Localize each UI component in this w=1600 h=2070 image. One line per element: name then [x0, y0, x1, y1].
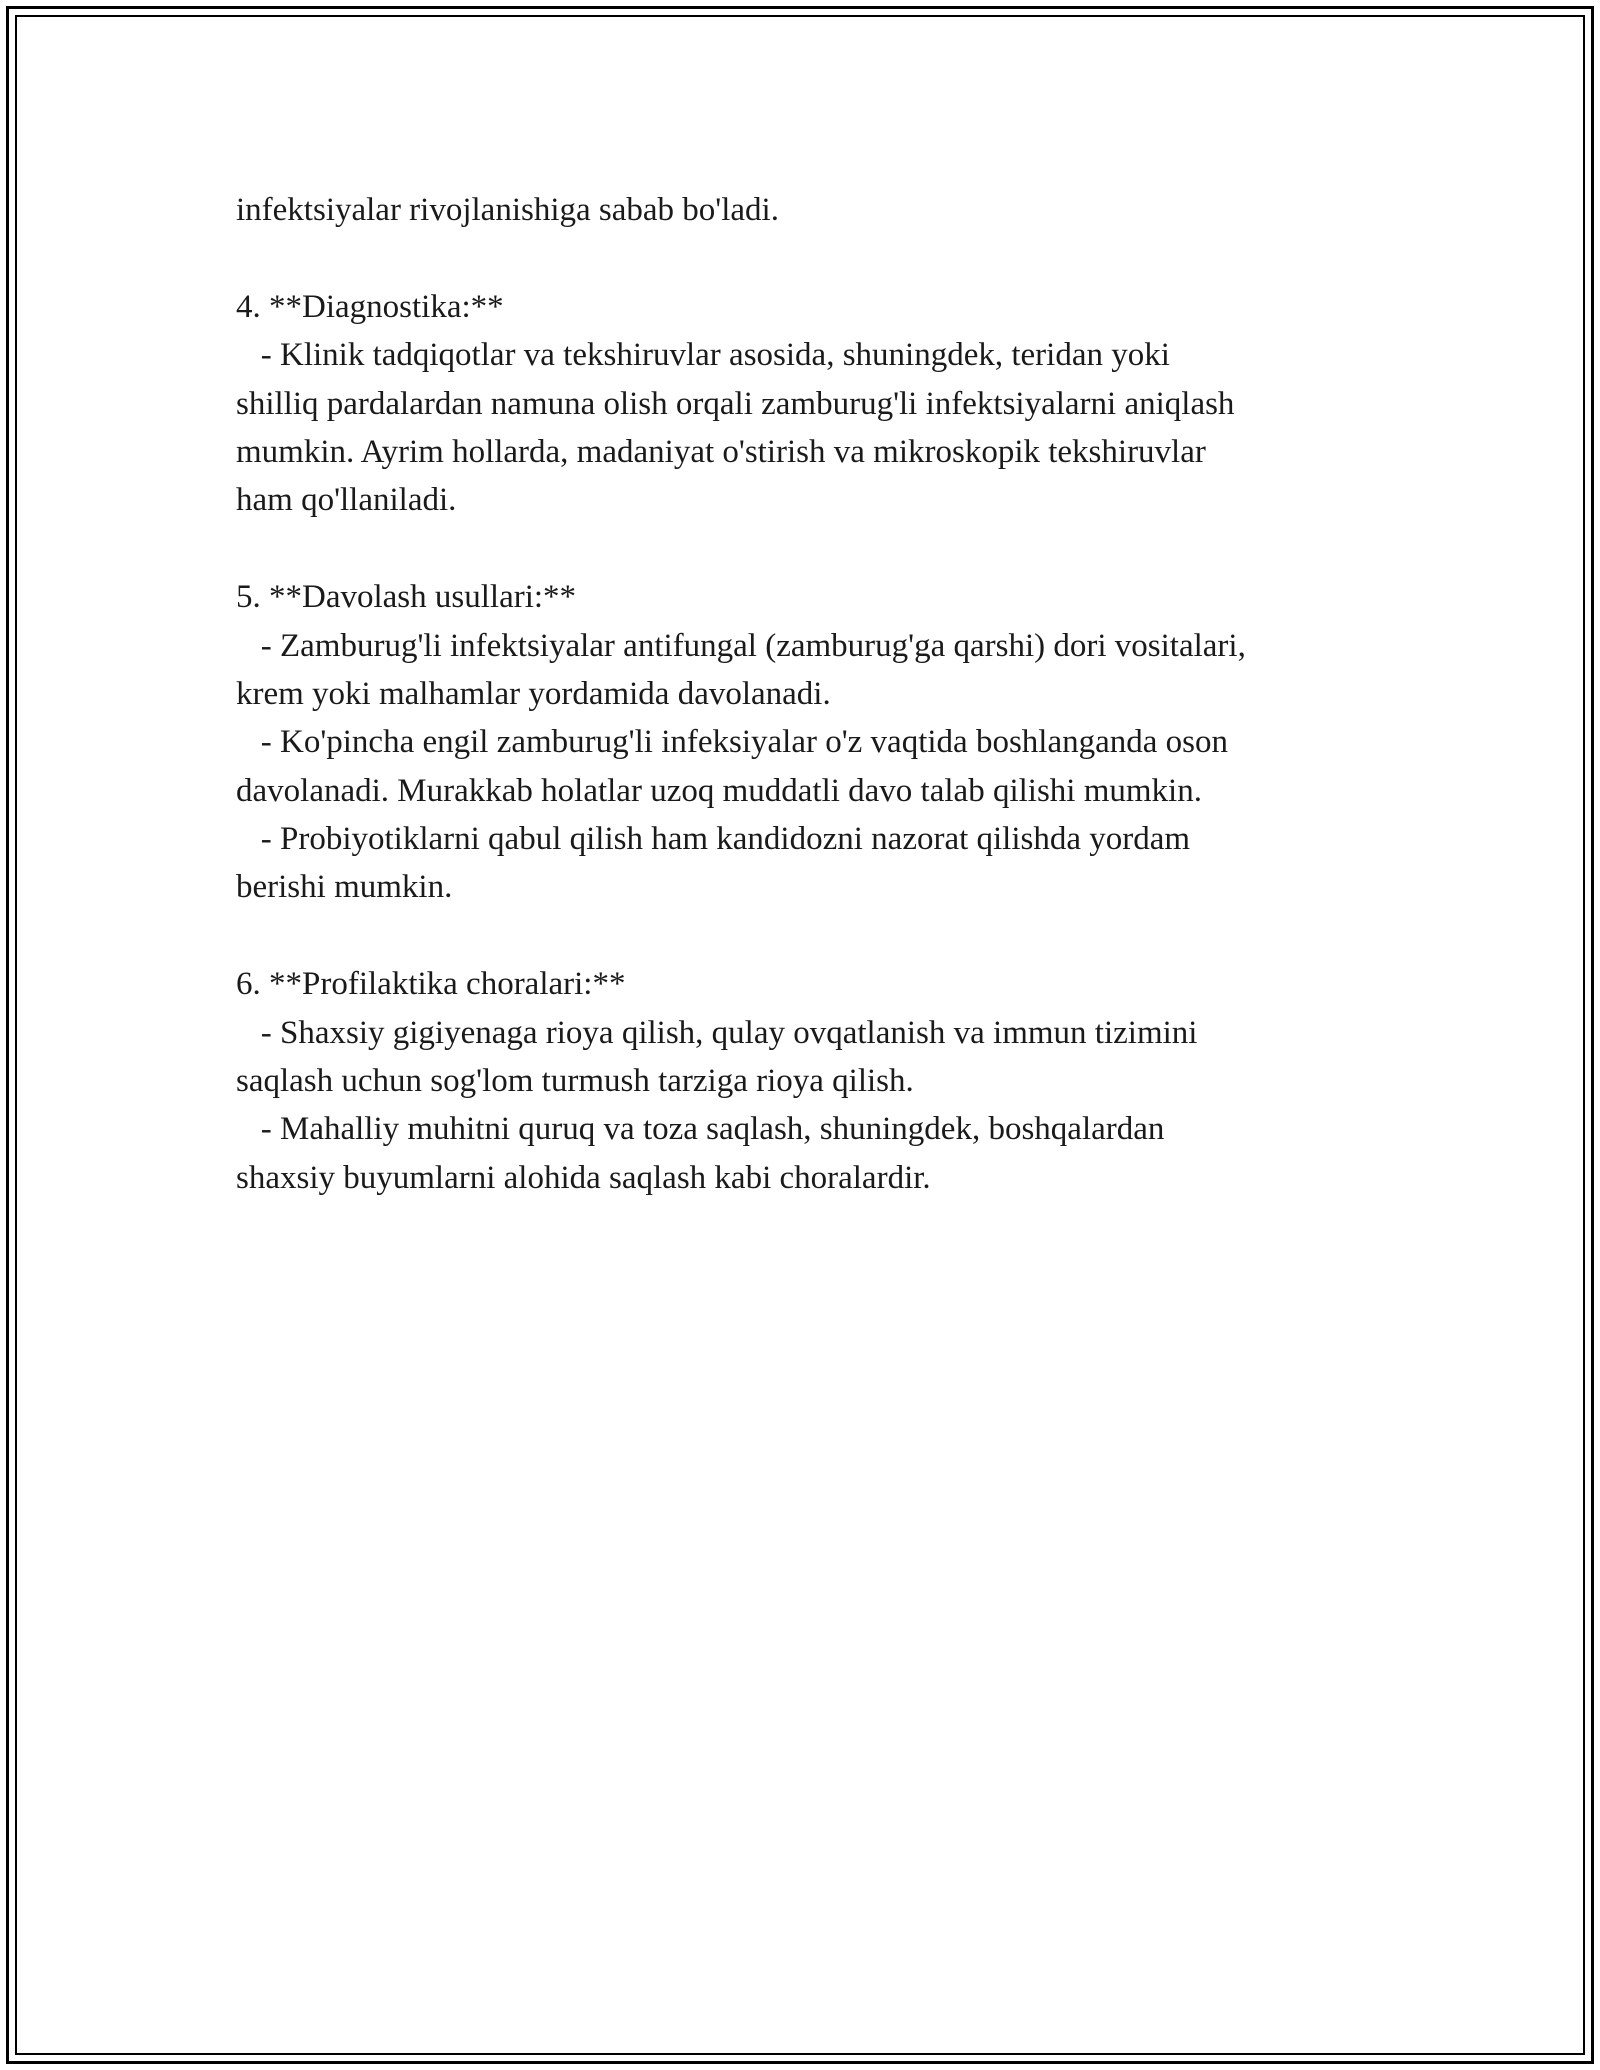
section-heading: 5. **Davolash usullari:**: [236, 579, 577, 616]
section-heading: 6. **Profilaktika choralari:**: [236, 966, 626, 1003]
paragraph-line: krem yoki malhamlar yordamida davolanadi.: [236, 675, 831, 712]
paragraph-line: ham qo'llaniladi.: [236, 482, 457, 519]
paragraph-line: - Zamburug'li infektsiyalar antifungal (zamburug'ga qarshi) dori vositalari,: [236, 627, 1246, 664]
document-body: [236, 186, 1396, 1202]
intro-line: infektsiyalar rivojlanishiga sabab bo'ladi.: [236, 192, 779, 228]
section-profilaktika-choralari: [236, 960, 1396, 1202]
paragraph-line: - Klinik tadqiqotlar va tekshiruvlar asosida, shuningdek, teridan yoki: [236, 337, 1170, 374]
section-diagnostika: [236, 283, 1396, 525]
paragraph-line: mumkin. Ayrim hollarda, madaniyat o'stirish va mikroskopik tekshiruvlar: [236, 433, 1206, 470]
paragraph-line: - Mahalliy muhitni quruq va toza saqlash, shuningdek, boshqalardan: [236, 1111, 1165, 1148]
blank-line: [236, 912, 1396, 960]
section-davolash-usullari: [236, 573, 1396, 912]
section-heading: 4. **Diagnostika:**: [236, 288, 504, 325]
paragraph-line: - Shaxsiy gigiyenaga rioya qilish, qulay ovqatlanish va immun tizimini: [236, 1014, 1198, 1051]
paragraph-line: shilliq pardalardan namuna olish orqali zamburug'li infektsiyalarni aniqlash: [236, 385, 1235, 422]
paragraph-line: - Probiyotiklarni qabul qilish ham kandidozni nazorat qilishda yordam: [236, 821, 1191, 858]
blank-line: [236, 525, 1396, 573]
paragraph-line: - Ko'pincha engil zamburug'li infeksiyalar o'z vaqtida boshlanganda oson: [236, 724, 1228, 761]
paragraph-line: davolanadi. Murakkab holatlar uzoq muddatli davo talab qilishi mumkin.: [236, 772, 1202, 809]
blank-line: [236, 234, 1396, 282]
paragraph-line: berishi mumkin.: [236, 869, 453, 906]
paragraph-line: saqlash uchun sog'lom turmush tarziga rioya qilish.: [236, 1063, 914, 1100]
paragraph-line: shaxsiy buyumlarni alohida saqlash kabi choralardir.: [236, 1159, 931, 1196]
